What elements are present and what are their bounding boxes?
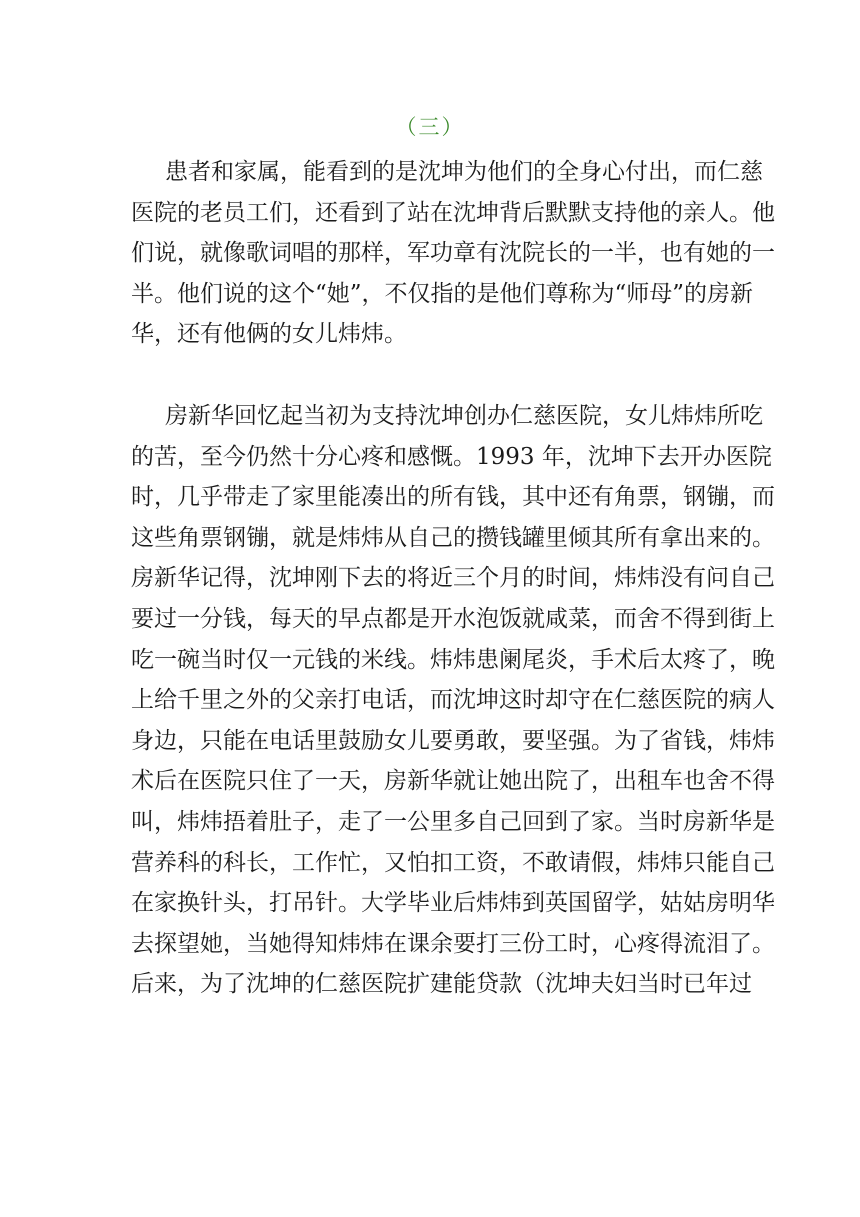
text-line: 在家换针头，打吊针。大学毕业后炜炜到英国留学，姑姑房明华 [131,890,775,917]
section-title: （三） [395,115,465,139]
paragraph-1 [131,152,775,355]
text-line: 后来，为了沈坤的仁慈医院扩建能贷款（沈坤夫妇当时已年过 [131,971,752,998]
text-line: 患者和家属，能看到的是沈坤为他们的全身心付出，而仁慈 [165,159,763,185]
text-line: 医院的老员工们，还看到了站在沈坤背后默默支持他的亲人。他 [131,199,775,226]
text-line: 这些角票钢镚，就是炜炜从自己的攒钱罐里倾其所有拿出来的。 [131,524,775,551]
paragraph-2 [131,396,775,1005]
text-line: 房新华记得，沈坤刚下去的将近三个月的时间，炜炜没有问自己 [131,565,775,592]
text-line: 华，还有他俩的女儿炜炜。 [131,321,407,348]
text-line: 营养科的科长，工作忙，又怕扣工资，不敢请假，炜炜只能自己 [131,849,775,876]
text-line: 房新华回忆起当初为支持沈坤创办仁慈医院，女儿炜炜所吃 [165,403,763,429]
text-line: 身边，只能在电话里鼓励女儿要勇敢，要坚强。为了省钱，炜炜 [131,727,775,754]
text-line: 的苦，至今仍然十分心疼和感慨。1993 年，沈坤下去开办医院 [131,443,772,470]
text-line: 时，几乎带走了家里能凑出的所有钱，其中还有角票，钢镚，而 [131,484,775,511]
text-line: 去探望她，当她得知炜炜在课余要打三份工时，心疼得流泪了。 [131,930,775,957]
text-line: 半。他们说的这个“她”，不仅指的是他们尊称为“师母”的房新 [131,280,754,307]
text-line: 叫，炜炜捂着肚子，走了一公里多自己回到了家。当时房新华是 [131,808,775,835]
text-line: 术后在医院只住了一天，房新华就让她出院了，出租车也舍不得 [131,768,775,795]
text-line: 要过一分钱，每天的早点都是开水泡饭就咸菜，而舍不得到街上 [131,605,775,632]
text-line: 上给千里之外的父亲打电话，而沈坤这时却守在仁慈医院的病人 [131,687,775,714]
text-line: 吃一碗当时仅一元钱的米线。炜炜患阑尾炎，手术后太疼了，晚 [131,646,775,673]
text-line: 们说，就像歌词唱的那样，军功章有沈院长的一半，也有她的一 [131,240,775,267]
